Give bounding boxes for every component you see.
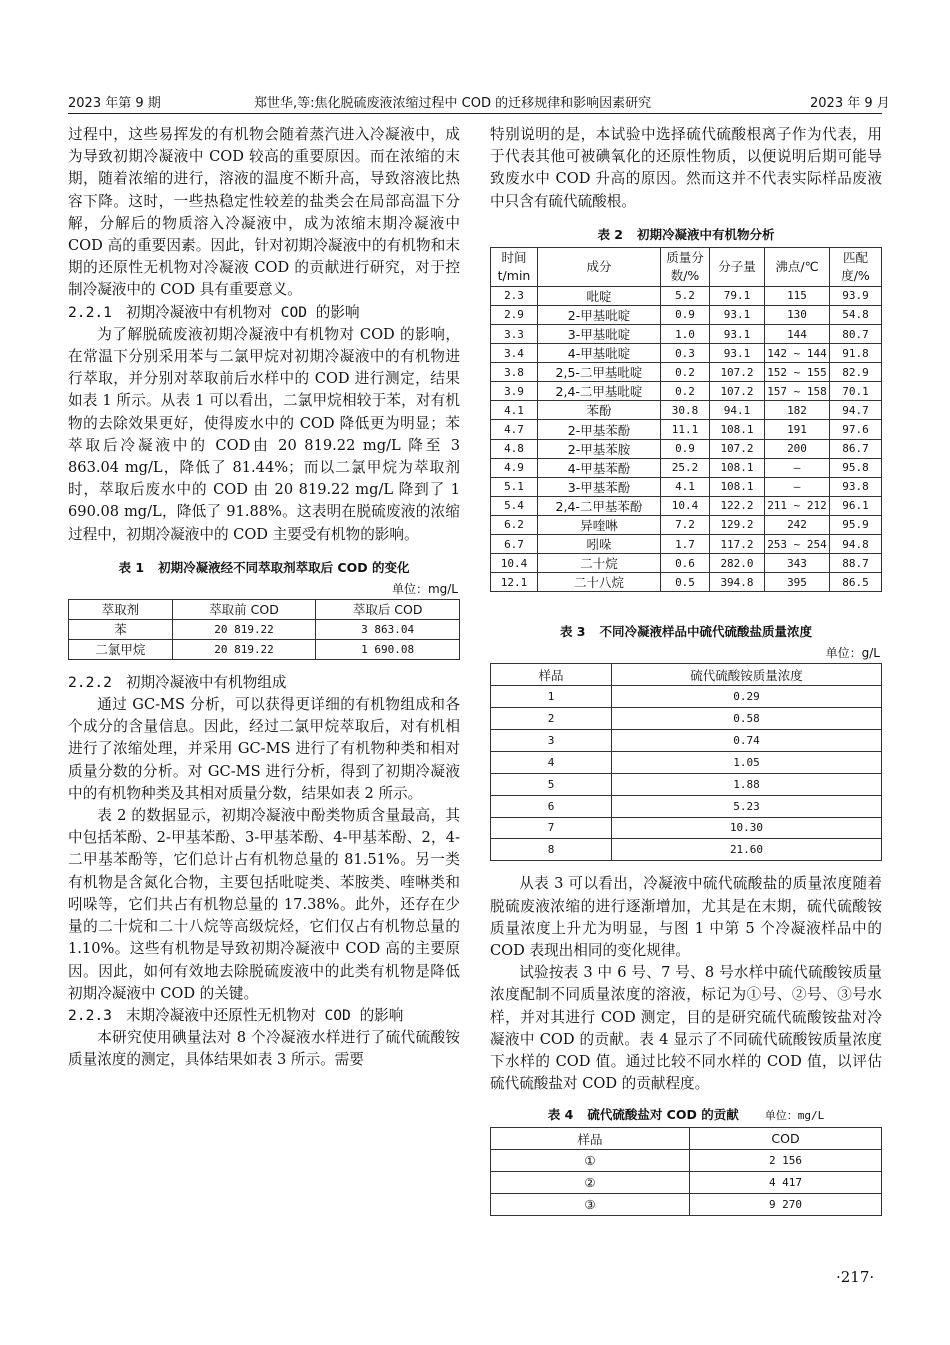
table2-cell: 10.4 — [661, 496, 710, 515]
table2-cell: 182 — [765, 401, 830, 420]
table2-cell: 1.7 — [661, 535, 710, 554]
table4-body — [491, 1150, 882, 1216]
right-column — [490, 124, 882, 1216]
table2-cell: 25.2 — [661, 458, 710, 477]
table3-row — [491, 795, 882, 817]
table2-cell: 30.8 — [661, 401, 710, 420]
table2-cell: 吡啶 — [538, 286, 661, 305]
table2-cell: 79.1 — [710, 286, 765, 305]
table2-cell: 108.1 — [710, 477, 765, 496]
table3-caption — [490, 622, 882, 640]
table2-cell: 86.5 — [830, 573, 882, 592]
table2-cell: 122.2 — [710, 496, 765, 515]
table2-header: 质量分数/% — [661, 247, 710, 286]
table3-cell: 1 — [491, 686, 612, 708]
table1-body — [69, 619, 460, 659]
table2-cell: 4-甲基吡啶 — [538, 344, 661, 363]
header-rule — [68, 113, 882, 114]
table2-cell: 3.8 — [491, 363, 538, 382]
table2-cell: 6.7 — [491, 535, 538, 554]
table3-cell: 5.23 — [612, 795, 882, 817]
table2-row — [491, 382, 882, 401]
table2-cell: 282.0 — [710, 554, 765, 573]
section-number: 2.2.3 — [68, 1006, 112, 1024]
table1-header: 萃取剂 — [69, 599, 173, 619]
table2-cell: 3.3 — [491, 325, 538, 344]
table1-caption — [68, 558, 460, 576]
section-number: 2.2.2 — [68, 673, 112, 691]
table1-header: 萃取后 COD — [316, 599, 460, 619]
table4-header-row — [491, 1128, 882, 1150]
table3-cell: 4 — [491, 751, 612, 773]
table2-row — [491, 573, 882, 592]
table2-row — [491, 305, 882, 324]
table2-cell: 0.9 — [661, 439, 710, 458]
table2-cell: 93.1 — [710, 305, 765, 324]
table3-row — [491, 686, 882, 708]
table2-cell: 107.2 — [710, 382, 765, 401]
left-paragraph-3: 通过 GC-MS 分析，可以获得更详细的有机物组成和各个成分的含量信息。因此，经过二氯甲烷萃取后，对有机相进行了浓缩处理，并采用 GC-MS 进行了有机物种类和相对质量分数的分析。对 GC-MS 进行分析，得到了初期冷凝液中的有机物种类及其相对质量分数，结果如表 2 所示。 — [68, 696, 460, 802]
table3-row — [491, 708, 882, 730]
table3-title: 不同冷凝液样品中硫代硫酸盐质量浓度 — [599, 624, 813, 640]
table2-cell: 5.1 — [491, 477, 538, 496]
section-2-2-1-heading — [68, 302, 460, 324]
table2-cell: 242 — [765, 515, 830, 534]
right-paragraph-1: 特别说明的是，本试验中选择硫代硫酸根离子作为代表，用于代表其他可被碘氧化的还原性物质，以便说明后期可能导致废水中 COD 升高的原因。然而这并不代表实际样品废液中只含有硫代硫酸根。 — [490, 126, 882, 210]
table2-body — [491, 286, 882, 592]
table2-cell: 2-甲基苯酚 — [538, 420, 661, 439]
table2-cell: 95.8 — [830, 458, 882, 477]
table2-header: 沸点/℃ — [765, 247, 830, 286]
table2-cell: 88.7 — [830, 554, 882, 573]
table2-cell: 93.9 — [830, 286, 882, 305]
table2-row — [491, 496, 882, 515]
table2-row — [491, 515, 882, 534]
table2-cell: 108.1 — [710, 458, 765, 477]
header-title: 郑世华,等:焦化脱硫废液浓缩过程中 COD 的迁移规律和影响因素研究 — [254, 96, 652, 111]
table3-cell: 1.05 — [612, 751, 882, 773]
table2-cell: — — [765, 477, 830, 496]
table2-cell: 144 — [765, 325, 830, 344]
right-paragraph-2: 从表 3 可以看出，冷凝液中硫代硫酸盐的质量浓度随着脱硫废液浓缩的进行逐渐增加，尤其是在末期，硫代硫酸铵质量浓度上升尤为明显，与图 1 中第 5 个冷凝液样品中的 COD 表现出相同的变化规律。 — [490, 875, 882, 959]
table3-unit: 单位：g/L — [825, 646, 880, 661]
table2-cell: 142 ~ 144 — [765, 344, 830, 363]
section-title: 末期冷凝液中还原性无机物对 COD 的影响 — [125, 1006, 404, 1024]
table2-cell: 3.9 — [491, 382, 538, 401]
table2-cell: 3-甲基吡啶 — [538, 325, 661, 344]
table2-cell: 6.2 — [491, 515, 538, 534]
table2-cell: 94.8 — [830, 535, 882, 554]
table2-cell: 107.2 — [710, 363, 765, 382]
table3-number: 表 3 — [559, 624, 586, 640]
table2-cell: 70.1 — [830, 382, 882, 401]
table1-unit: 单位：mg/L — [391, 581, 458, 596]
table2-cell: 93.1 — [710, 325, 765, 344]
table2-cell: 394.8 — [710, 573, 765, 592]
table2-cell: 91.8 — [830, 344, 882, 363]
table2-cell: 0.6 — [661, 554, 710, 573]
table2-cell: 吲哚 — [538, 535, 661, 554]
table4-header: 样品 — [491, 1128, 690, 1150]
table2-cell: 10.4 — [491, 554, 538, 573]
table2-cell: 191 — [765, 420, 830, 439]
table3-cell: 21.60 — [612, 839, 882, 861]
table2-row — [491, 458, 882, 477]
table3-cell: 0.58 — [612, 708, 882, 730]
table2-row — [491, 554, 882, 573]
table2-cell: 54.8 — [830, 305, 882, 324]
table2-cell: 211 ~ 212 — [765, 496, 830, 515]
table2-row — [491, 401, 882, 420]
table3-row — [491, 817, 882, 839]
table2-cell: 3.4 — [491, 344, 538, 363]
section-2-2-3-heading — [68, 1005, 460, 1027]
table3-row — [491, 751, 882, 773]
table2-cell: 11.1 — [661, 420, 710, 439]
table1 — [68, 599, 460, 660]
table3-cell: 3 — [491, 729, 612, 751]
table2-cell: 4.8 — [491, 439, 538, 458]
table2-cell: 2-甲基吡啶 — [538, 305, 661, 324]
section-2-2-2-heading — [68, 672, 460, 694]
table3-row — [491, 839, 882, 861]
table2-header: 成分 — [538, 247, 661, 286]
table2-cell: 2,5-二甲基吡啶 — [538, 363, 661, 382]
table2-cell: 94.7 — [830, 401, 882, 420]
table1-header-row — [69, 599, 460, 619]
table1-cell: 1 690.08 — [316, 639, 460, 659]
section-title: 初期冷凝液中有机物对 COD 的影响 — [125, 303, 360, 321]
table2-cell: 4.9 — [491, 458, 538, 477]
table1-cell: 3 863.04 — [316, 619, 460, 639]
table2-cell: 80.7 — [830, 325, 882, 344]
table2-cell: 86.7 — [830, 439, 882, 458]
table2-cell: 108.1 — [710, 420, 765, 439]
table4-row — [491, 1172, 882, 1194]
table2-cell: 苯酚 — [538, 401, 661, 420]
table2-cell: 157 ~ 158 — [765, 382, 830, 401]
table2-cell: 152 ~ 155 — [765, 363, 830, 382]
section-title: 初期冷凝液中有机物组成 — [125, 673, 287, 691]
left-paragraph-4: 表 2 的数据显示，初期冷凝液中酚类物质含量最高，其中包括苯酚、2-甲基苯酚、3-甲基苯酚、4-甲基苯酚、2，4-二甲基苯酚等，它们总计占有机物总量的 81.51%。另一类有机物是含氮化合物，主要包括吡啶类、苯胺类、喹啉类和吲哚等，它们共占有机物总量的 17.38%。此外，还存在少量的二十烷和二十八烷等高级烷烃，它们仅占有机物总量的 1.10%。这些有机物是导致初期冷凝液中 COD 高的主要原因。因此，如何有效地去除脱硫废液中的此类有机物是降低初期冷凝液中 COD 的关键。 — [68, 807, 460, 1002]
table2-row — [491, 325, 882, 344]
right-paragraph-3: 试验按表 3 中 6 号、7 号、8 号水样中硫代硫酸铵质量浓度配制不同质量浓度的溶液，标记为①号、②号、③号水样，并对其进行 COD 测定，目的是研究硫代硫酸铵盐对冷凝液中 COD 的贡献。表 4 显示了不同硫代硫酸铵质量浓度下水样的 COD 值。通过比较不同水样的 COD 值，以评估硫代硫酸盐对 COD 的贡献程度。 — [490, 964, 882, 1093]
table2-cell: 3-甲基苯酚 — [538, 477, 661, 496]
table2-cell: 4-甲基苯酚 — [538, 458, 661, 477]
table1-cell: 二氯甲烷 — [69, 639, 173, 659]
table2-caption — [490, 225, 882, 243]
table2-row — [491, 420, 882, 439]
table4-row — [491, 1194, 882, 1216]
table4-cell: ② — [491, 1172, 690, 1194]
section-number: 2.2.1 — [68, 303, 112, 321]
table4-cell: 4 417 — [690, 1172, 882, 1194]
table2-cell: 12.1 — [491, 573, 538, 592]
table4-cell: ① — [491, 1150, 690, 1172]
table3-cell: 2 — [491, 708, 612, 730]
table2-cell: 7.2 — [661, 515, 710, 534]
table2-cell: 107.2 — [710, 439, 765, 458]
table2-cell: 二十八烷 — [538, 573, 661, 592]
table4-unit: 单位：mg/L — [764, 1109, 825, 1123]
table2-cell: 0.5 — [661, 573, 710, 592]
table2-cell: 95.9 — [830, 515, 882, 534]
page-number: ·217· — [836, 1268, 875, 1286]
table2-row — [491, 477, 882, 496]
table1-cell: 20 819.22 — [172, 619, 316, 639]
table2-row — [491, 535, 882, 554]
table2-cell: 94.1 — [710, 401, 765, 420]
table2-cell: 0.2 — [661, 382, 710, 401]
table3-row — [491, 773, 882, 795]
table2-cell: 4.7 — [491, 420, 538, 439]
table2-number: 表 2 — [597, 226, 624, 242]
table2-cell: 200 — [765, 439, 830, 458]
table2-cell: 2-甲基苯胺 — [538, 439, 661, 458]
table4-cell: ③ — [491, 1194, 690, 1216]
table2-cell: 130 — [765, 305, 830, 324]
table3-cell: 0.74 — [612, 729, 882, 751]
table2-cell: 1.0 — [661, 325, 710, 344]
table2-cell: 93.8 — [830, 477, 882, 496]
table2-cell: 2.3 — [491, 286, 538, 305]
table2-cell: 82.9 — [830, 363, 882, 382]
table2-cell: 二十烷 — [538, 554, 661, 573]
table2-cell: 2,4-二甲基吡啶 — [538, 382, 661, 401]
table3 — [490, 663, 882, 861]
table3-row — [491, 729, 882, 751]
table1-header: 萃取前 COD — [172, 599, 316, 619]
table2-row — [491, 344, 882, 363]
table3-header: 硫代硫酸铵质量浓度 — [612, 664, 882, 686]
table1-row — [69, 619, 460, 639]
table1-row — [69, 639, 460, 659]
table2-cell: 96.1 — [830, 496, 882, 515]
table3-header-row — [491, 664, 882, 686]
table4-cell: 9 270 — [690, 1194, 882, 1216]
table4-row — [491, 1150, 882, 1172]
table2-header: 时间 t/min — [491, 247, 538, 286]
table4-cell: 2 156 — [690, 1150, 882, 1172]
table3-cell: 10.30 — [612, 817, 882, 839]
table3-header: 样品 — [491, 664, 612, 686]
table3-cell: 7 — [491, 817, 612, 839]
left-paragraph-1: 过程中，这些易挥发的有机物会随着蒸汽进入冷凝液中，成为导致初期冷凝液中 COD 较高的重要原因。而在浓缩的末期，随着浓缩的进行，溶液的温度不断升高，导致溶液比热容下降。这时，一些热稳定性较差的盐类会在局部高温下分解，分解后的物质溶入冷凝液中，成为浓缩末期冷凝液中 COD 高的重要因素。因此，针对初期冷凝液中的有机物和末期的还原性无机物对冷凝液 COD 的贡献进行研究，对于控制冷凝液中的 COD 具有重要意义。 — [68, 126, 460, 299]
table2-header: 匹配度/% — [830, 247, 882, 286]
table2-cell: 117.2 — [710, 535, 765, 554]
table4-title: 硫代硫酸盐对 COD 的贡献 — [587, 1107, 739, 1123]
table3-cell: 1.88 — [612, 773, 882, 795]
table2-cell: 129.2 — [710, 515, 765, 534]
table2-row — [491, 286, 882, 305]
table2-row — [491, 363, 882, 382]
table3-cell: 6 — [491, 795, 612, 817]
table2-cell: 异喹啉 — [538, 515, 661, 534]
header-left: 2023 年第 9 期 — [68, 96, 161, 111]
table2-cell: 5.4 — [491, 496, 538, 515]
left-paragraph-5: 本研究使用碘量法对 8 个冷凝液水样进行了硫代硫酸铵质量浓度的测定，具体结果如表 3 所示。需要 — [68, 1029, 460, 1069]
table2-cell: 2,4-二甲基苯酚 — [538, 496, 661, 515]
table2-cell: 2.9 — [491, 305, 538, 324]
table2 — [490, 247, 882, 593]
table2-cell: 253 ~ 254 — [765, 535, 830, 554]
left-paragraph-2: 为了解脱硫废液初期冷凝液中有机物对 COD 的影响，在常温下分别采用苯与二氯甲烷对初期冷凝液中的有机物进行萃取，并分别对萃取前后水样中的 COD 进行测定，结果如表 1 所示。从表 1 可以看出，二氯甲烷相较于苯，对有机物的去除效果更好，使得废水中的 COD 降低更为明显；苯萃取后冷凝液中的 COD由 20 819.22 mg/L 降至 3 863.04 mg/L，降低了 81.44%；而以二氯甲烷为萃取剂时，萃取后废水中的 COD 由 20 819.22 mg/L 降到了 1 690.08 mg/L，降低了 91.88%。这表明在脱硫废液的浓缩过程中，初期冷凝液中的 COD 主要受有机物的影响。 — [68, 325, 460, 543]
table2-cell: 0.9 — [661, 305, 710, 324]
table2-cell: 97.6 — [830, 420, 882, 439]
table2-cell: 395 — [765, 573, 830, 592]
table4-number: 表 4 — [547, 1107, 574, 1123]
table1-cell: 苯 — [69, 619, 173, 639]
table2-title: 初期冷凝液中有机物分析 — [637, 226, 775, 242]
table3-cell: 0.29 — [612, 686, 882, 708]
table2-header-row — [491, 247, 882, 286]
table2-cell: 93.1 — [710, 344, 765, 363]
table2-header: 分子量 — [710, 247, 765, 286]
table2-cell: — — [765, 458, 830, 477]
left-column — [68, 124, 460, 1072]
table2-row — [491, 439, 882, 458]
table2-cell: 5.2 — [661, 286, 710, 305]
table1-cell: 20 819.22 — [172, 639, 316, 659]
table2-cell: 115 — [765, 286, 830, 305]
table4 — [490, 1127, 882, 1216]
table3-cell: 5 — [491, 773, 612, 795]
table1-title: 初期冷凝液经不同萃取剂萃取后 COD 的变化 — [158, 559, 410, 575]
table2-cell: 0.2 — [661, 363, 710, 382]
table3-cell: 8 — [491, 839, 612, 861]
table4-caption — [490, 1105, 882, 1123]
table2-cell: 0.3 — [661, 344, 710, 363]
table1-number: 表 1 — [118, 559, 145, 575]
table3-body — [491, 686, 882, 861]
header-right: 2023 年 9 月 — [810, 96, 890, 111]
table2-cell: 4.1 — [661, 477, 710, 496]
table2-cell: 4.1 — [491, 401, 538, 420]
table4-header: COD — [690, 1128, 882, 1150]
table2-cell: 343 — [765, 554, 830, 573]
